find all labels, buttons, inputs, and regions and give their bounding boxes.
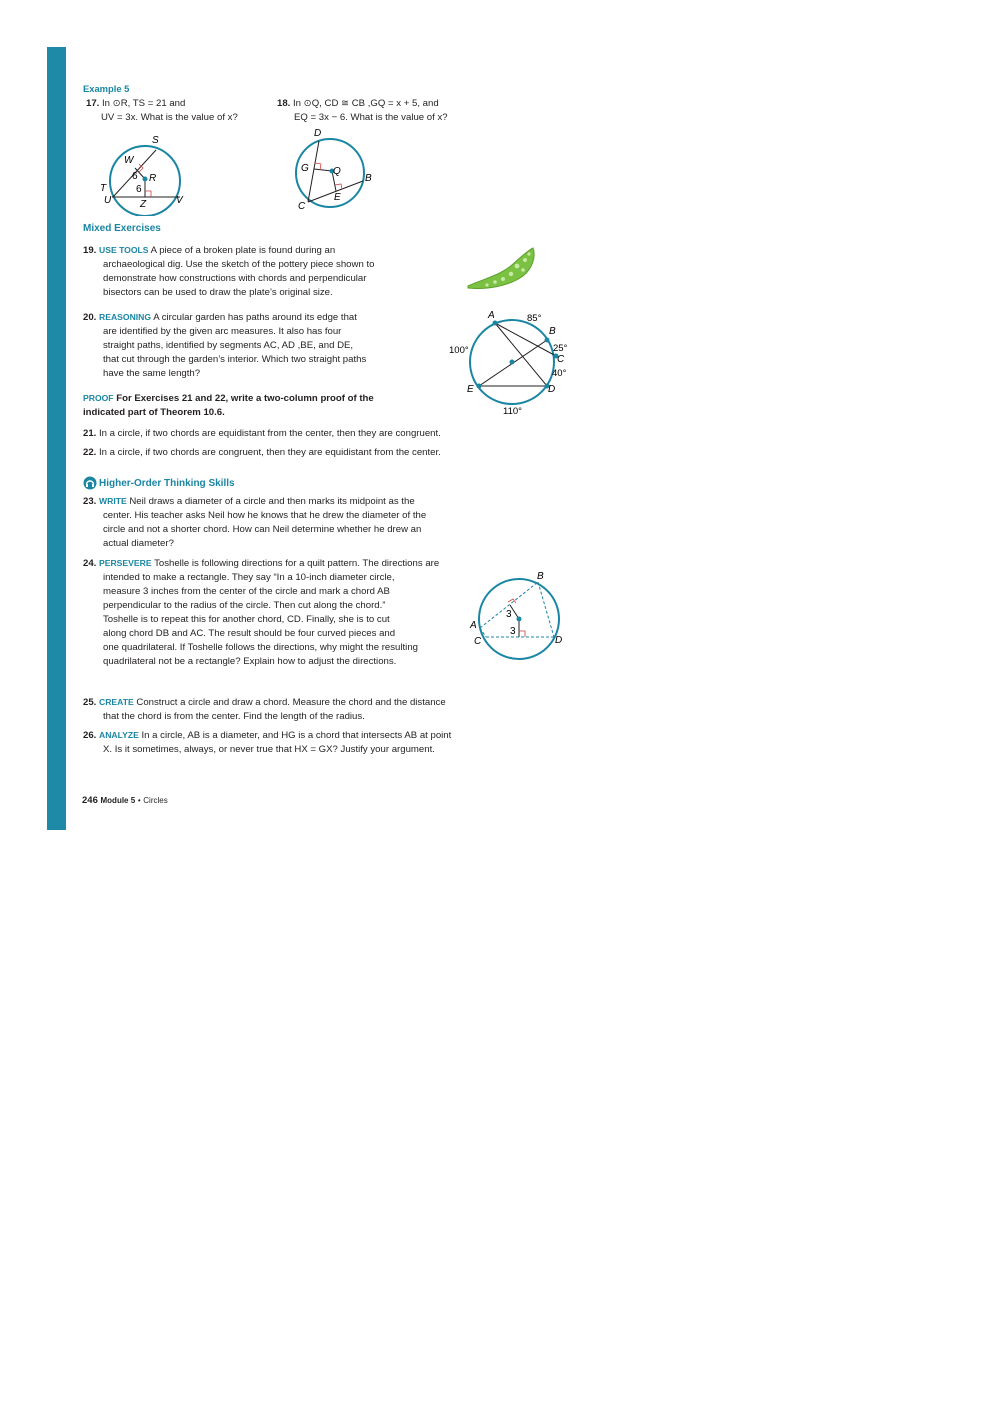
label-d: D: [314, 128, 322, 139]
hots-icon: [83, 476, 97, 490]
page-number: 246: [82, 795, 98, 806]
arc-25: 25°: [553, 343, 568, 354]
proof-instructions: [83, 391, 423, 420]
proof-line2: indicated part of Theorem 10.6.: [83, 407, 225, 418]
label-z: Z: [140, 199, 147, 210]
exercise-18-line1: In ⊙Q, CD ≅ CB ,GQ = x + 5, and: [293, 98, 439, 109]
exercise-25-tag: CREATE: [99, 697, 134, 707]
exercise-24-line6: along chord DB and AC. The result should be four curved pieces and: [103, 628, 396, 639]
chord-cd: [308, 141, 319, 202]
right-angle-e: [335, 184, 342, 189]
exercise-23-number: 23.: [83, 496, 97, 507]
exercise-24-line5: Toshelle is to repeat this for another chord, CD. Finally, she is to cut: [103, 614, 390, 625]
exercise-17: [86, 97, 271, 125]
chord-ab: [480, 582, 538, 628]
exercise-18: [277, 97, 507, 125]
exercise-25: [83, 695, 513, 724]
label-q: Q: [333, 166, 341, 177]
exercise-23: [83, 494, 503, 551]
hots-heading-text: Higher-Order Thinking Skills: [99, 477, 235, 489]
exercise-23-line2: center. His teacher asks Neil how he knows that he drew the diameter of the: [103, 510, 427, 521]
label-three-a: 3: [506, 609, 512, 620]
label-d: D: [555, 635, 563, 646]
exercise-19: [83, 243, 433, 300]
label-r: R: [149, 173, 157, 184]
exercise-24-line3: measure 3 inches from the center of the circle and mark a chord AB: [103, 586, 390, 597]
exercise-24-line8: quadrilateral not be a rectangle? Explain how to adjust the directions.: [103, 656, 397, 667]
label-e: E: [467, 384, 474, 395]
exercise-17-line2: UV = 3x. What is the value of x?: [101, 112, 238, 123]
exercise-19-tag: USE TOOLS: [99, 245, 149, 255]
exercise-26-line1: In a circle, AB is a diameter, and HG is a chord that intersects AB at point: [141, 730, 452, 741]
exercise-18-line2: EQ = 3x − 6. What is the value of x?: [294, 112, 448, 123]
exercise-19-number: 19.: [83, 245, 97, 256]
exercise-23-line3: circle and not a shorter chord. How can Neil determine whether he drew an: [103, 524, 422, 535]
exercise-21: [83, 427, 523, 441]
arc-110: 110°: [503, 406, 522, 417]
exercise-25-number: 25.: [83, 697, 97, 708]
exercise-22-text: In a circle, if two chords are congruent, then they are equidistant from the center.: [99, 447, 441, 458]
exercise-24-number: 24.: [83, 558, 97, 569]
proof-tag: PROOF: [83, 393, 114, 403]
exercise-24-line7: one quadrilateral. If Toshelle follows the directions, why might the resulting: [103, 642, 418, 653]
exercise-24-tag: PERSEVERE: [99, 558, 152, 568]
exercise-20-line1: A circular garden has paths around its edge that: [153, 312, 357, 323]
exercise-23-line4: actual diameter?: [103, 538, 174, 549]
exercise-20-diagram: [445, 306, 575, 418]
exercise-26-tag: ANALYZE: [99, 730, 139, 740]
exercise-20-line4: that cut through the garden’s interior. Which two straight paths: [103, 354, 367, 365]
exercise-19-line4: bisectors can be used to draw the plate’s original size.: [103, 287, 333, 298]
label-c: C: [298, 201, 306, 212]
page-edge-bar: [47, 47, 66, 830]
exercise-26-line2: X. Is it sometimes, always, or never true that HX = GX? Justify your argument.: [103, 744, 435, 755]
arc-100: 100°: [449, 345, 469, 356]
label-b: B: [365, 173, 372, 184]
exercise-22: [83, 446, 523, 460]
exercise-23-tag: WRITE: [99, 496, 127, 506]
exercise-19-line3: demonstrate how constructions with chords and perpendicular: [103, 273, 367, 284]
garden-points: [477, 321, 559, 389]
exercise-17-number: 17.: [86, 98, 100, 109]
exercise-17-line1: In ⊙R, TS = 21 and: [102, 98, 186, 109]
label-s: S: [152, 135, 159, 146]
mixed-exercises-heading: Mixed Exercises: [83, 223, 161, 234]
exercise-24-line1: Toshelle is following directions for a quilt pattern. The directions are: [154, 558, 440, 569]
label-six-a: 6: [132, 171, 138, 182]
exercise-24-diagram: [466, 568, 571, 664]
segment-qg: [314, 169, 332, 171]
example-label: Example 5: [83, 83, 130, 94]
exercise-23-line1: Neil draws a diameter of a circle and then marks its midpoint as the: [129, 496, 415, 507]
label-g: G: [301, 163, 309, 174]
pottery-shard: [468, 248, 534, 289]
exercise-18-number: 18.: [277, 98, 291, 109]
exercise-21-number: 21.: [83, 428, 97, 439]
exercise-18-diagram: [290, 126, 380, 212]
label-t: T: [100, 183, 107, 194]
pottery-piece-image: [465, 246, 540, 294]
path-ad: [495, 323, 547, 386]
label-e: E: [334, 192, 341, 203]
label-d: D: [548, 384, 556, 395]
page-footer: [82, 795, 168, 806]
proof-line1: For Exercises 21 and 22, write a two-column proof of the: [116, 393, 374, 404]
exercise-24-line4: perpendicular to the radius of the circle. Then cut along the chord.”: [103, 600, 386, 611]
exercise-20-line3: straight paths, identified by segments AC, AD ,BE, and DE,: [103, 340, 354, 351]
exercise-22-number: 22.: [83, 447, 97, 458]
exercise-20-line2: are identified by the given arc measures. It also has four: [103, 326, 342, 337]
label-three-b: 3: [510, 626, 516, 637]
arc-40: 40°: [552, 368, 567, 379]
label-w: W: [124, 155, 134, 166]
exercise-26-number: 26.: [83, 730, 97, 741]
label-v: V: [176, 195, 183, 206]
label-u: U: [104, 195, 112, 206]
chapter-label: Circles: [143, 796, 168, 805]
quilt-center-point: [517, 617, 522, 622]
exercise-20-number: 20.: [83, 312, 97, 323]
right-angle-z: [145, 191, 151, 197]
exercise-20-line5: have the same length?: [103, 368, 201, 379]
exercise-24-line2: intended to make a rectangle. They say “In a 10-inch diameter circle,: [103, 572, 395, 583]
right-angle-cd: [519, 631, 525, 637]
label-c: C: [474, 636, 482, 647]
exercise-25-line1: Construct a circle and draw a chord. Measure the chord and the distance: [136, 697, 446, 708]
exercise-25-line2: that the chord is from the center. Find the length of the radius.: [103, 711, 365, 722]
exercise-21-text: In a circle, if two chords are equidistant from the center, then they are congruent.: [99, 428, 441, 439]
footer-bullet: •: [137, 796, 141, 805]
exercise-20: [83, 310, 423, 381]
label-a: A: [470, 620, 477, 631]
label-c: C: [557, 354, 565, 365]
module-label: Module 5: [100, 796, 136, 805]
label-b: B: [537, 571, 544, 582]
exercise-19-line1: A piece of a broken plate is found during an: [150, 245, 336, 256]
exercise-20-tag: REASONING: [99, 312, 152, 322]
exercise-17-diagram: [98, 130, 188, 216]
label-six-b: 6: [136, 184, 142, 195]
arc-85: 85°: [527, 313, 542, 324]
exercise-26: [83, 728, 523, 757]
label-a: A: [488, 310, 495, 321]
center-r-point: [143, 177, 148, 182]
hots-heading: [83, 476, 235, 490]
exercise-19-line2: archaeological dig. Use the sketch of the pottery piece shown to: [103, 259, 375, 270]
label-b: B: [549, 326, 556, 337]
exercise-24: [83, 556, 493, 669]
